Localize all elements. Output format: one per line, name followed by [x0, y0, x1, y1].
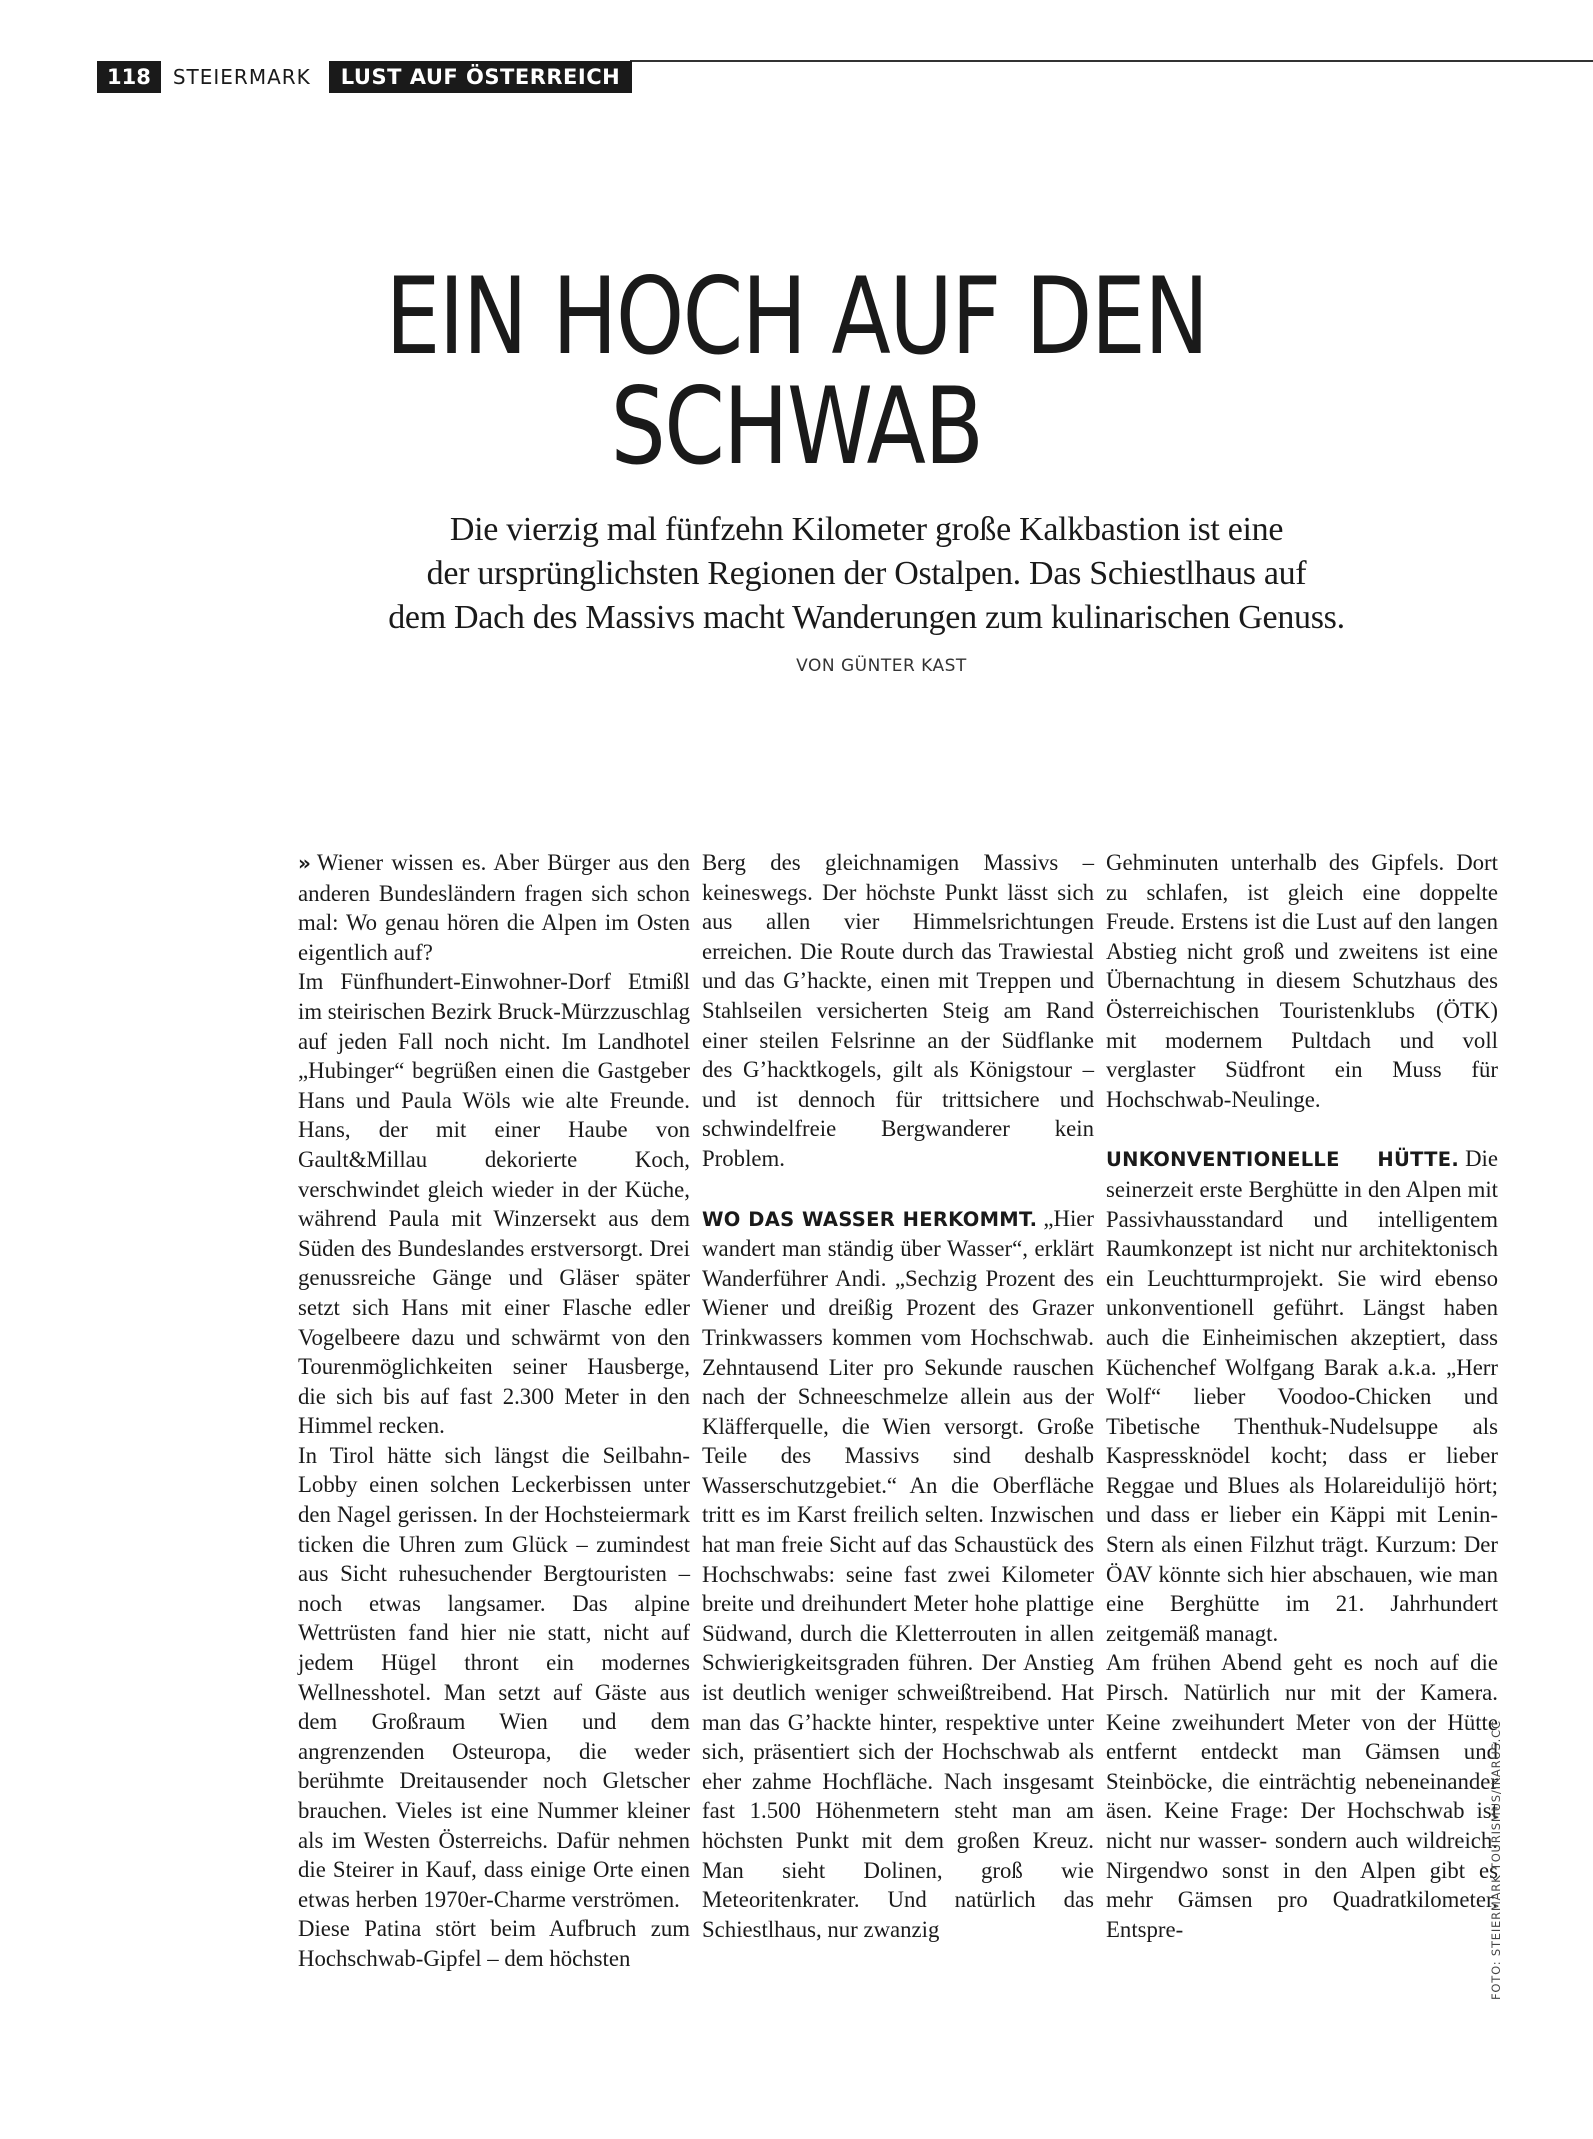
header-rule	[630, 60, 1593, 62]
start-quote-icon: »	[298, 851, 311, 875]
paragraph-text: Wiener wissen es. Aber Bürger aus den anderen Bundesländern fragen sich schon mal: Wo genau hören die Alpen im Osten eigentlich auf?	[298, 850, 690, 965]
subheading: WO DAS WASSER HERKOMMT.	[702, 1207, 1038, 1231]
rubric-label: LUST AUF ÖSTERREICH	[329, 61, 632, 93]
section-label: STEIERMARK	[172, 65, 311, 89]
paragraph: Berg des gleichnamigen Massivs – keineswegs. Der höchste Punkt lässt sich aus allen vier Himmelsrichtungen erreichen. Die Route durch das Trawiestal und das G’hackte, einen mit Treppen und Stahlseilen versicherten Steig am Rand einer steilen Felsrinne an der Südflanke des G’hacktkogels, gilt als Königstour – und ist dennoch für trittsichere und schwindelfreie Bergwanderer kein Problem.	[702, 850, 1094, 1171]
paragraph: Im Fünfhundert-Einwohner-Dorf Etmißl im steirischen Bezirk Bruck-Mürzzuschlag auf jeden Fall noch nicht. Im Landhotel „Hubinger“ begrüßen einen die Gastgeber Hans und Paula Wöls wie alte Freunde. Hans, der mit einer Haube von Gault&Millau dekorierte Koch, verschwindet gleich wieder in der Küche, während Paula mit Winzersekt aus dem Süden des Bundeslandes erstversorgt. Drei genussreiche Gänge und Gläser später setzt sich Hans mit einer Flasche edler Vogelbeere dazu und schwärmt von den Tourenmöglichkeiten seiner Hausberge, die sich bis auf fast 2.300 Meter in den Himmel recken.	[298, 969, 690, 1439]
paragraph-gap	[702, 1174, 1094, 1204]
lead-line-3: dem Dach des Massivs macht Wanderungen zum kulinarischen Genuss.	[388, 599, 1345, 636]
body-column-1	[298, 848, 690, 1974]
byline: VON GÜNTER KAST	[796, 656, 967, 676]
lead-line-2: der ursprünglichsten Regionen der Ostalpen. Das Schiestlhaus auf	[426, 555, 1307, 592]
lead-line-1: Die vierzig mal fünfzehn Kilometer große Kalkbastion ist eine	[449, 511, 1284, 548]
body-column-3	[1106, 848, 1498, 1944]
article-title	[0, 255, 1593, 488]
paragraph: Gehminuten unterhalb des Gipfels. Dort zu schlafen, ist gleich eine doppelte Freude. Erstens ist die Lust auf den langen Abstieg nicht groß und zweitens ist eine Übernachtung in diesem Schutzhaus des Österreichischen Touristenklubs (ÖTK) mit modernem Pultdach und voll verglaster Südfront ein Muss für Hochschwab-Neulinge.	[1106, 850, 1498, 1112]
paragraph	[702, 1204, 1094, 1945]
title-line-1: EIN HOCH AUF DEN	[385, 255, 1208, 378]
paragraph-text: Die seinerzeit erste Berghütte in den Alpen mit Passivhausstandard und intelligentem Raumkonzept ist nicht nur architektonisch ein Leuchtturmprojekt. Sie wird ebenso unkonventionell geführt. Längst haben auch die Einheimischen akzeptiert, dass Küchenchef Wolfgang Barak a.k.a. „Herr Wolf“ lieber Voodoo-Chicken und Tibetische Thenthuk-Nudelsuppe als Kaspressknödel kocht; dass er lieber Reggae und Blues als Holareidulijö hört; und dass er lieber ein Käppi mit Lenin-Stern als einen Filzhut trägt. Kurzum: Der ÖAV könnte sich hier abschauen, wie man eine Berghütte im 21. Jahrhundert zeitgemäß managt.	[1106, 1146, 1498, 1646]
paragraph: In Tirol hätte sich längst die Seilbahn-Lobby einen solchen Leckerbissen unter den Nagel gerissen. In der Hochsteiermark ticken die Uhren zum Glück – zumindest aus Sicht ruhesuchender Bergtouristen – noch etwas langsamer. Das alpine Wettrüsten fand hier nie statt, nicht auf jedem Hügel thront ein modernes Wellnesshotel. Man setzt auf Gäste aus dem Großraum Wien und dem angrenzenden Osteuropa, die weder berühmte Dreitausender noch Gletscher brauchen. Vieles ist eine Nummer kleiner als im Westen Österreichs. Dafür nehmen die Steirer in Kauf, dass einige Orte einen etwas herben 1970er-Charme verströmen.	[298, 1442, 690, 1912]
paragraph	[1106, 1144, 1498, 1648]
photo-credit: FOTO: STEIERMARK TOURISMUS/IKARUS.CC	[1489, 1720, 1503, 2000]
paragraph: Am frühen Abend geht es noch auf die Pirsch. Natürlich nur mit der Kamera. Keine zweihundert Meter von der Hütte entfernt entdeckt man Gämsen und Steinböcke, die einträchtig nebeneinander äsen. Keine Frage: Der Hochschwab ist nicht nur wasser- sondern auch wildreich. Nirgendwo sonst in den Alpen gibt es mehr Gämsen pro Quadratkilometer. Entspre-	[1106, 1650, 1498, 1942]
page-number: 118	[97, 61, 161, 93]
subheading: UNKONVENTIONELLE HÜTTE.	[1106, 1148, 1460, 1172]
page-header	[97, 61, 632, 93]
title-line-2: SCHWAB	[610, 365, 983, 488]
paragraph-gap	[1106, 1114, 1498, 1144]
paragraph	[298, 848, 690, 967]
paragraph-text: „Hier wandert man ständig über Wasser“, erklärt Wanderführer Andi. „Sechzig Prozent des Wiener und dreißig Prozent des Grazer Trinkwassers kommen vom Hochschwab. Zehntausend Liter pro Sekunde rauschen nach der Schneeschmelze allein aus der Kläfferquelle, die Wien versorgt. Große Teile des Massivs sind deshalb Wasserschutzgebiet.“ An die Oberfläche tritt es im Karst freilich selten. Inzwischen hat man freie Sicht auf das Schaustück des Hochschwabs: seine fast zwei Kilometer breite und dreihundert Meter hohe plattige Südwand, durch die Kletterrouten in allen Schwierigkeitsgraden führen. Der Anstieg ist deutlich weniger schweißtreibend. Hat man das G’hackte hinter, respektive unter sich, präsentiert sich der Hochschwab als eher zahme Hochfläche. Nach insgesamt fast 1.500 Höhenmetern steht man am höchsten Punkt mit dem großen Kreuz. Man sieht Dolinen, groß wie Meteoritenkrater. Und natürlich das Schiestlhaus, nur zwanzig	[702, 1205, 1094, 1942]
body-column-2	[702, 848, 1094, 1944]
article-lead	[330, 508, 1403, 640]
paragraph: Diese Patina stört beim Aufbruch zum Hochschwab-Gipfel – dem höchsten	[298, 1916, 690, 1971]
